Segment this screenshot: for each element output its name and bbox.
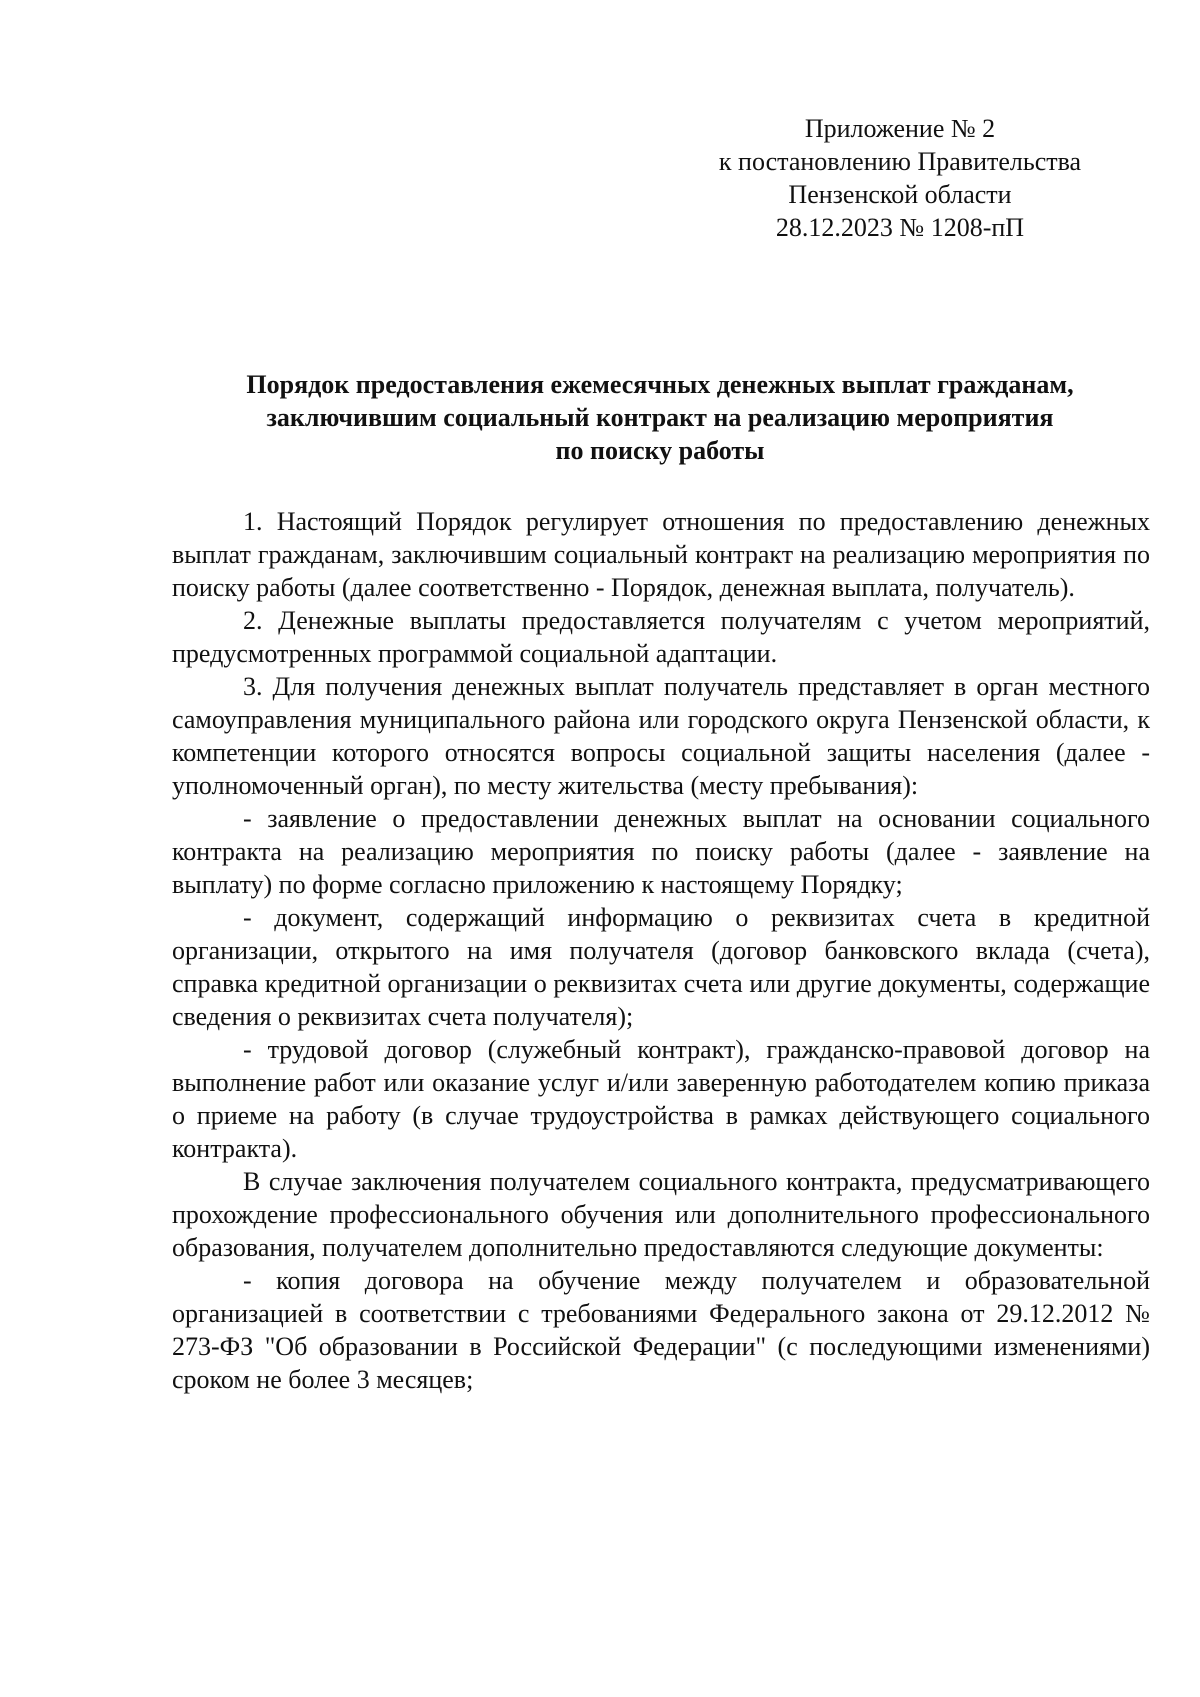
paragraph-2: 2. Денежные выплаты предоставляется получателям с учетом мероприятий, предусмотренных программой социальной адаптации. [172,606,1150,668]
document-body [172,505,1150,1396]
appendix-date-number: 28.12.2023 № 1208-пП [775,213,1025,242]
title-line-1: Порядок предоставления ежемесячных денежных выплат гражданам, [246,370,1074,399]
list-item-training-contract: - копия договора на обучение между получателем и образовательной организацией в соответствии с требованиями Федерального закона от 29.12.2012 № 273-ФЗ "Об образовании в Российской Федерации" (с последующими изменениями) сроком не более 3 месяцев; [172,1266,1150,1394]
title-line-2: заключившим социальный контракт на реализацию мероприятия [266,403,1054,432]
paragraph-training-case: В случае заключения получателем социального контракта, предусматривающего прохождение профессионального обучения или дополнительного профессионального образования, получателем дополнительно предоставляются следующие документы: [172,1167,1150,1262]
paragraph-1: 1. Настоящий Порядок регулирует отношения по предоставлению денежных выплат гражданам, заключившим социальный контракт на реализацию мероприятия по поиску работы (далее соответственно - Порядок, денежная выплата, получатель). [172,507,1150,602]
title-line-3: по поиску работы [555,436,765,465]
list-item-application: - заявление о предоставлении денежных выплат на основании социального контракта на реализацию мероприятия по поиску работы (далее - заявление на выплату) по форме согласно приложению к настоящему Порядку; [172,804,1150,899]
list-item-bank-details: - документ, содержащий информацию о реквизитах счета в кредитной организации, открытого на имя получателя (договор банковского вклада (счета), справка кредитной организации о реквизитах счета или другие документы, содержащие сведения о реквизитах счета получателя); [172,903,1150,1031]
appendix-reference: к постановлению Правительства [718,147,1082,176]
appendix-region: Пензенской области [788,180,1012,209]
document-title [170,368,1150,467]
appendix-header [660,112,1140,244]
paragraph-3: 3. Для получения денежных выплат получатель представляет в орган местного самоуправления муниципального района или городского округа Пензенской области, к компетенции которого относятся вопросы социальной защиты населения (далее - уполномоченный орган), по месту жительства (месту пребывания): [172,672,1150,800]
list-item-employment-contract: - трудовой договор (служебный контракт), гражданско-правовой договор на выполнение работ или оказание услуг и/или заверенную работодателем копию приказа о приеме на работу (в случае трудоустройства в рамках действующего социального контракта). [172,1035,1150,1163]
appendix-number: Приложение № 2 [804,114,996,143]
